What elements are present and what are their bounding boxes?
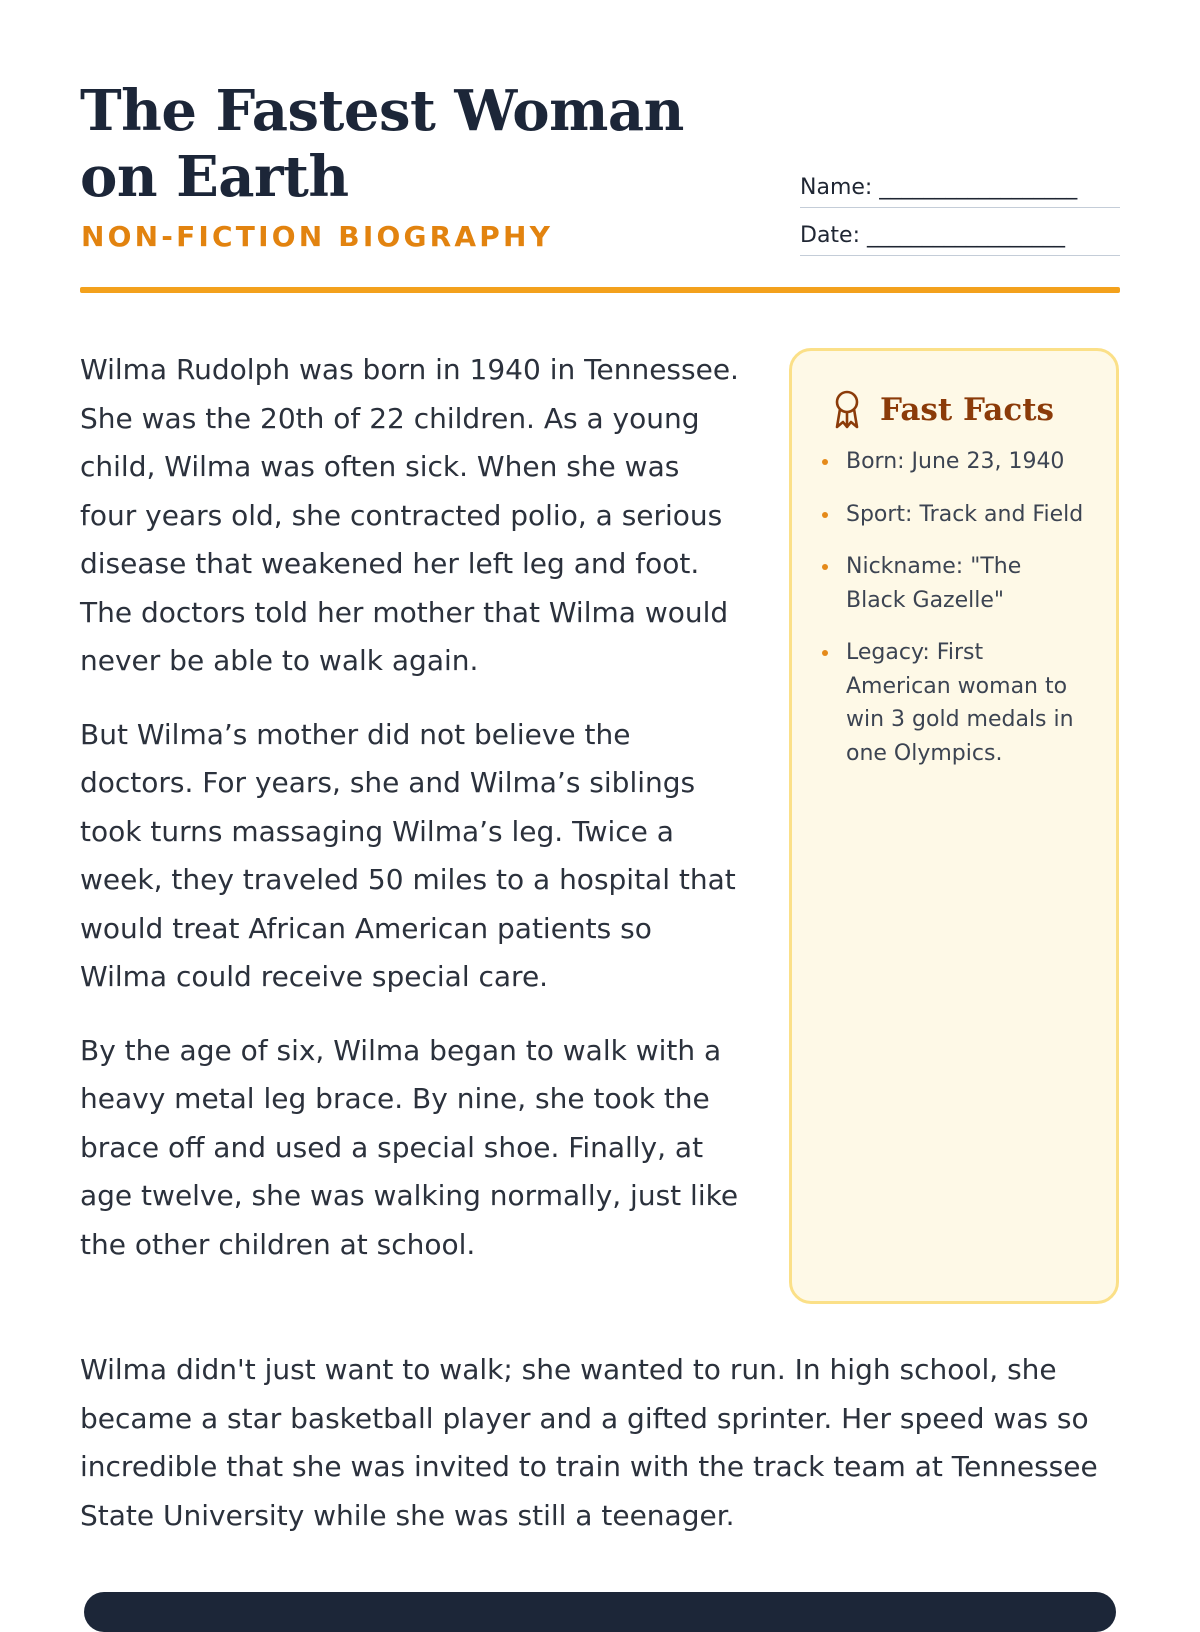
story-paragraph-4: Wilma didn't just want to walk; she wanted to run. In high school, she became a star basketball player and a gifted sprinter. Her speed was so incredible that she was invited to train with the track team at Tennessee State University while she was still a teenager. [80, 1353, 1098, 1532]
fact-item-nickname: Nickname: "The Black Gazelle" [822, 550, 1086, 617]
story-column [80, 346, 740, 1294]
date-field[interactable] [800, 214, 1120, 256]
name-field[interactable] [800, 166, 1120, 208]
page-title: The Fastest Woman on Earth [80, 78, 684, 210]
header-divider [80, 287, 1120, 293]
date-label: Date: __________________ [800, 214, 1120, 256]
story-paragraph-3: By the age of six, Wilma began to walk with a heavy metal leg brace. By nine, she took the brace off and used a special shoe. Finally, at age twelve, she was walking normally, just like the other children at school. [80, 1033, 739, 1261]
fact-item-born: Born: June 23, 1940 [822, 445, 1086, 479]
fact-list [822, 445, 1086, 770]
story-paragraph-2: But Wilma’s mother did not believe the doctors. For years, she and Wilma’s siblings took turns massaging Wilma’s leg. Twice a week, they traveled 50 miles to a hospital that would treat African American patients so Wilma could receive special care. [80, 717, 736, 993]
fast-facts-title: Fast Facts [880, 392, 1055, 428]
fact-item-legacy: Legacy: First American woman to win 3 gold medals in one Olympics. [822, 636, 1086, 770]
bottom-banner [84, 1592, 1116, 1632]
story-paragraph-1: Wilma Rudolph was born in 1940 in Tennessee. She was the 20th of 22 children. As a young child, Wilma was often sick. When she was four years old, she contracted polio, a serious disease that weakened her left leg and foot. The doctors told her mother that Wilma would never be able to walk again. [80, 353, 739, 677]
page-subtitle: NON-FICTION BIOGRAPHY [81, 220, 554, 253]
fact-item-sport: Sport: Track and Field [822, 498, 1086, 532]
award-ribbon-icon [832, 389, 862, 431]
name-label: Name: __________________ [800, 166, 1120, 208]
fast-facts-header [832, 389, 1086, 431]
fast-facts-box [789, 348, 1119, 1304]
